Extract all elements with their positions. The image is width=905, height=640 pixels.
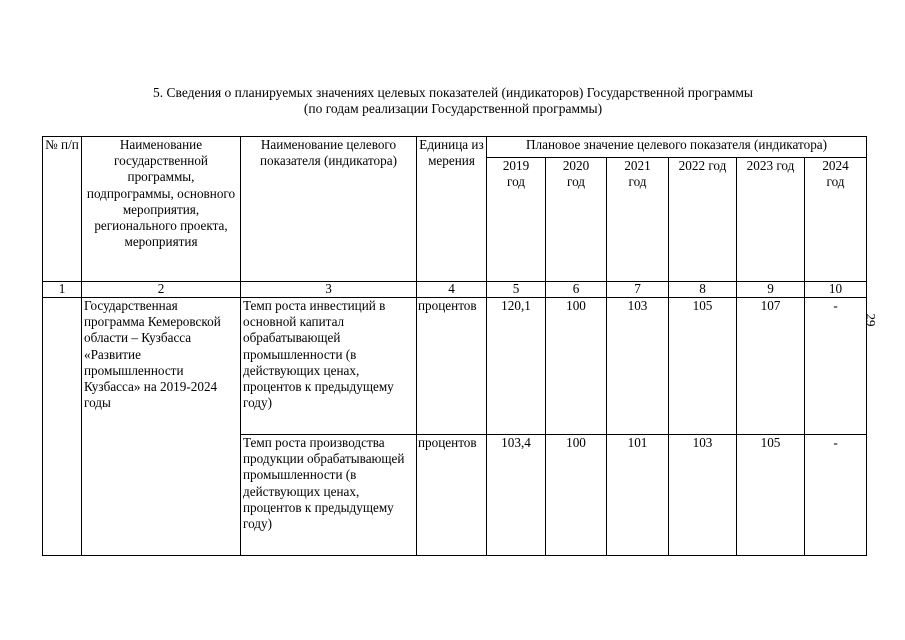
page-number: 29 <box>863 313 879 327</box>
column-number: 1 <box>43 282 82 298</box>
unit-cell: процентов <box>417 435 487 556</box>
column-number: 8 <box>669 282 737 298</box>
header-indicator-name: Наименование целевого показателя (индикатора) <box>241 137 417 282</box>
unit-cell: процентов <box>417 298 487 435</box>
value-cell: 105 <box>669 298 737 435</box>
indicator-name-cell: Темп роста производства продукции обрабатывающей промышленности (в действующих ценах, процентов к предыдущему году) <box>241 435 417 556</box>
value-cell: 103 <box>669 435 737 556</box>
row-number-cell <box>43 298 82 556</box>
header-unit: Единица измерения <box>417 137 487 282</box>
column-number: 7 <box>607 282 669 298</box>
header-year: 2020 год <box>546 158 607 282</box>
column-number: 6 <box>546 282 607 298</box>
document-title <box>42 85 864 117</box>
value-cell: 105 <box>737 435 805 556</box>
header-program-name: Наименование государственной программы, подпрограммы, основного мероприятия, регионального проекта, мероприятия <box>82 137 241 282</box>
value-cell: 101 <box>607 435 669 556</box>
column-number: 2 <box>82 282 241 298</box>
value-cell: 107 <box>737 298 805 435</box>
column-number: 3 <box>241 282 417 298</box>
table-row <box>43 298 867 435</box>
header-plan-value: Плановое значение целевого показателя (индикатора) <box>487 137 867 158</box>
header-year: 2021 год <box>607 158 669 282</box>
value-cell: - <box>805 298 867 435</box>
header-year: 2019 год <box>487 158 546 282</box>
header-year: 2023 год <box>737 158 805 282</box>
value-cell: 120,1 <box>487 298 546 435</box>
program-name-cell: Государственная программа Кемеровской области – Кузбасса «Развитие промышленности Кузбасса» на 2019-2024 годы <box>82 298 241 556</box>
value-cell: - <box>805 435 867 556</box>
indicator-name-cell: Темп роста инвестиций в основной капитал обрабатывающей промышленности (в действующих ценах, процентов к предыдущему году) <box>241 298 417 435</box>
title-line-2: (по годам реализации Государственной программы) <box>303 101 603 116</box>
value-cell: 103 <box>607 298 669 435</box>
header-number: № п/п <box>43 137 82 282</box>
column-number: 9 <box>737 282 805 298</box>
header-year: 2024 год <box>805 158 867 282</box>
column-number: 4 <box>417 282 487 298</box>
title-line-1: 5. Сведения о планируемых значениях целевых показателей (индикаторов) Государственной программы <box>153 85 753 100</box>
column-number: 10 <box>805 282 867 298</box>
column-number: 5 <box>487 282 546 298</box>
value-cell: 103,4 <box>487 435 546 556</box>
value-cell: 100 <box>546 435 607 556</box>
indicators-table <box>42 136 867 556</box>
header-year: 2022 год <box>669 158 737 282</box>
value-cell: 100 <box>546 298 607 435</box>
